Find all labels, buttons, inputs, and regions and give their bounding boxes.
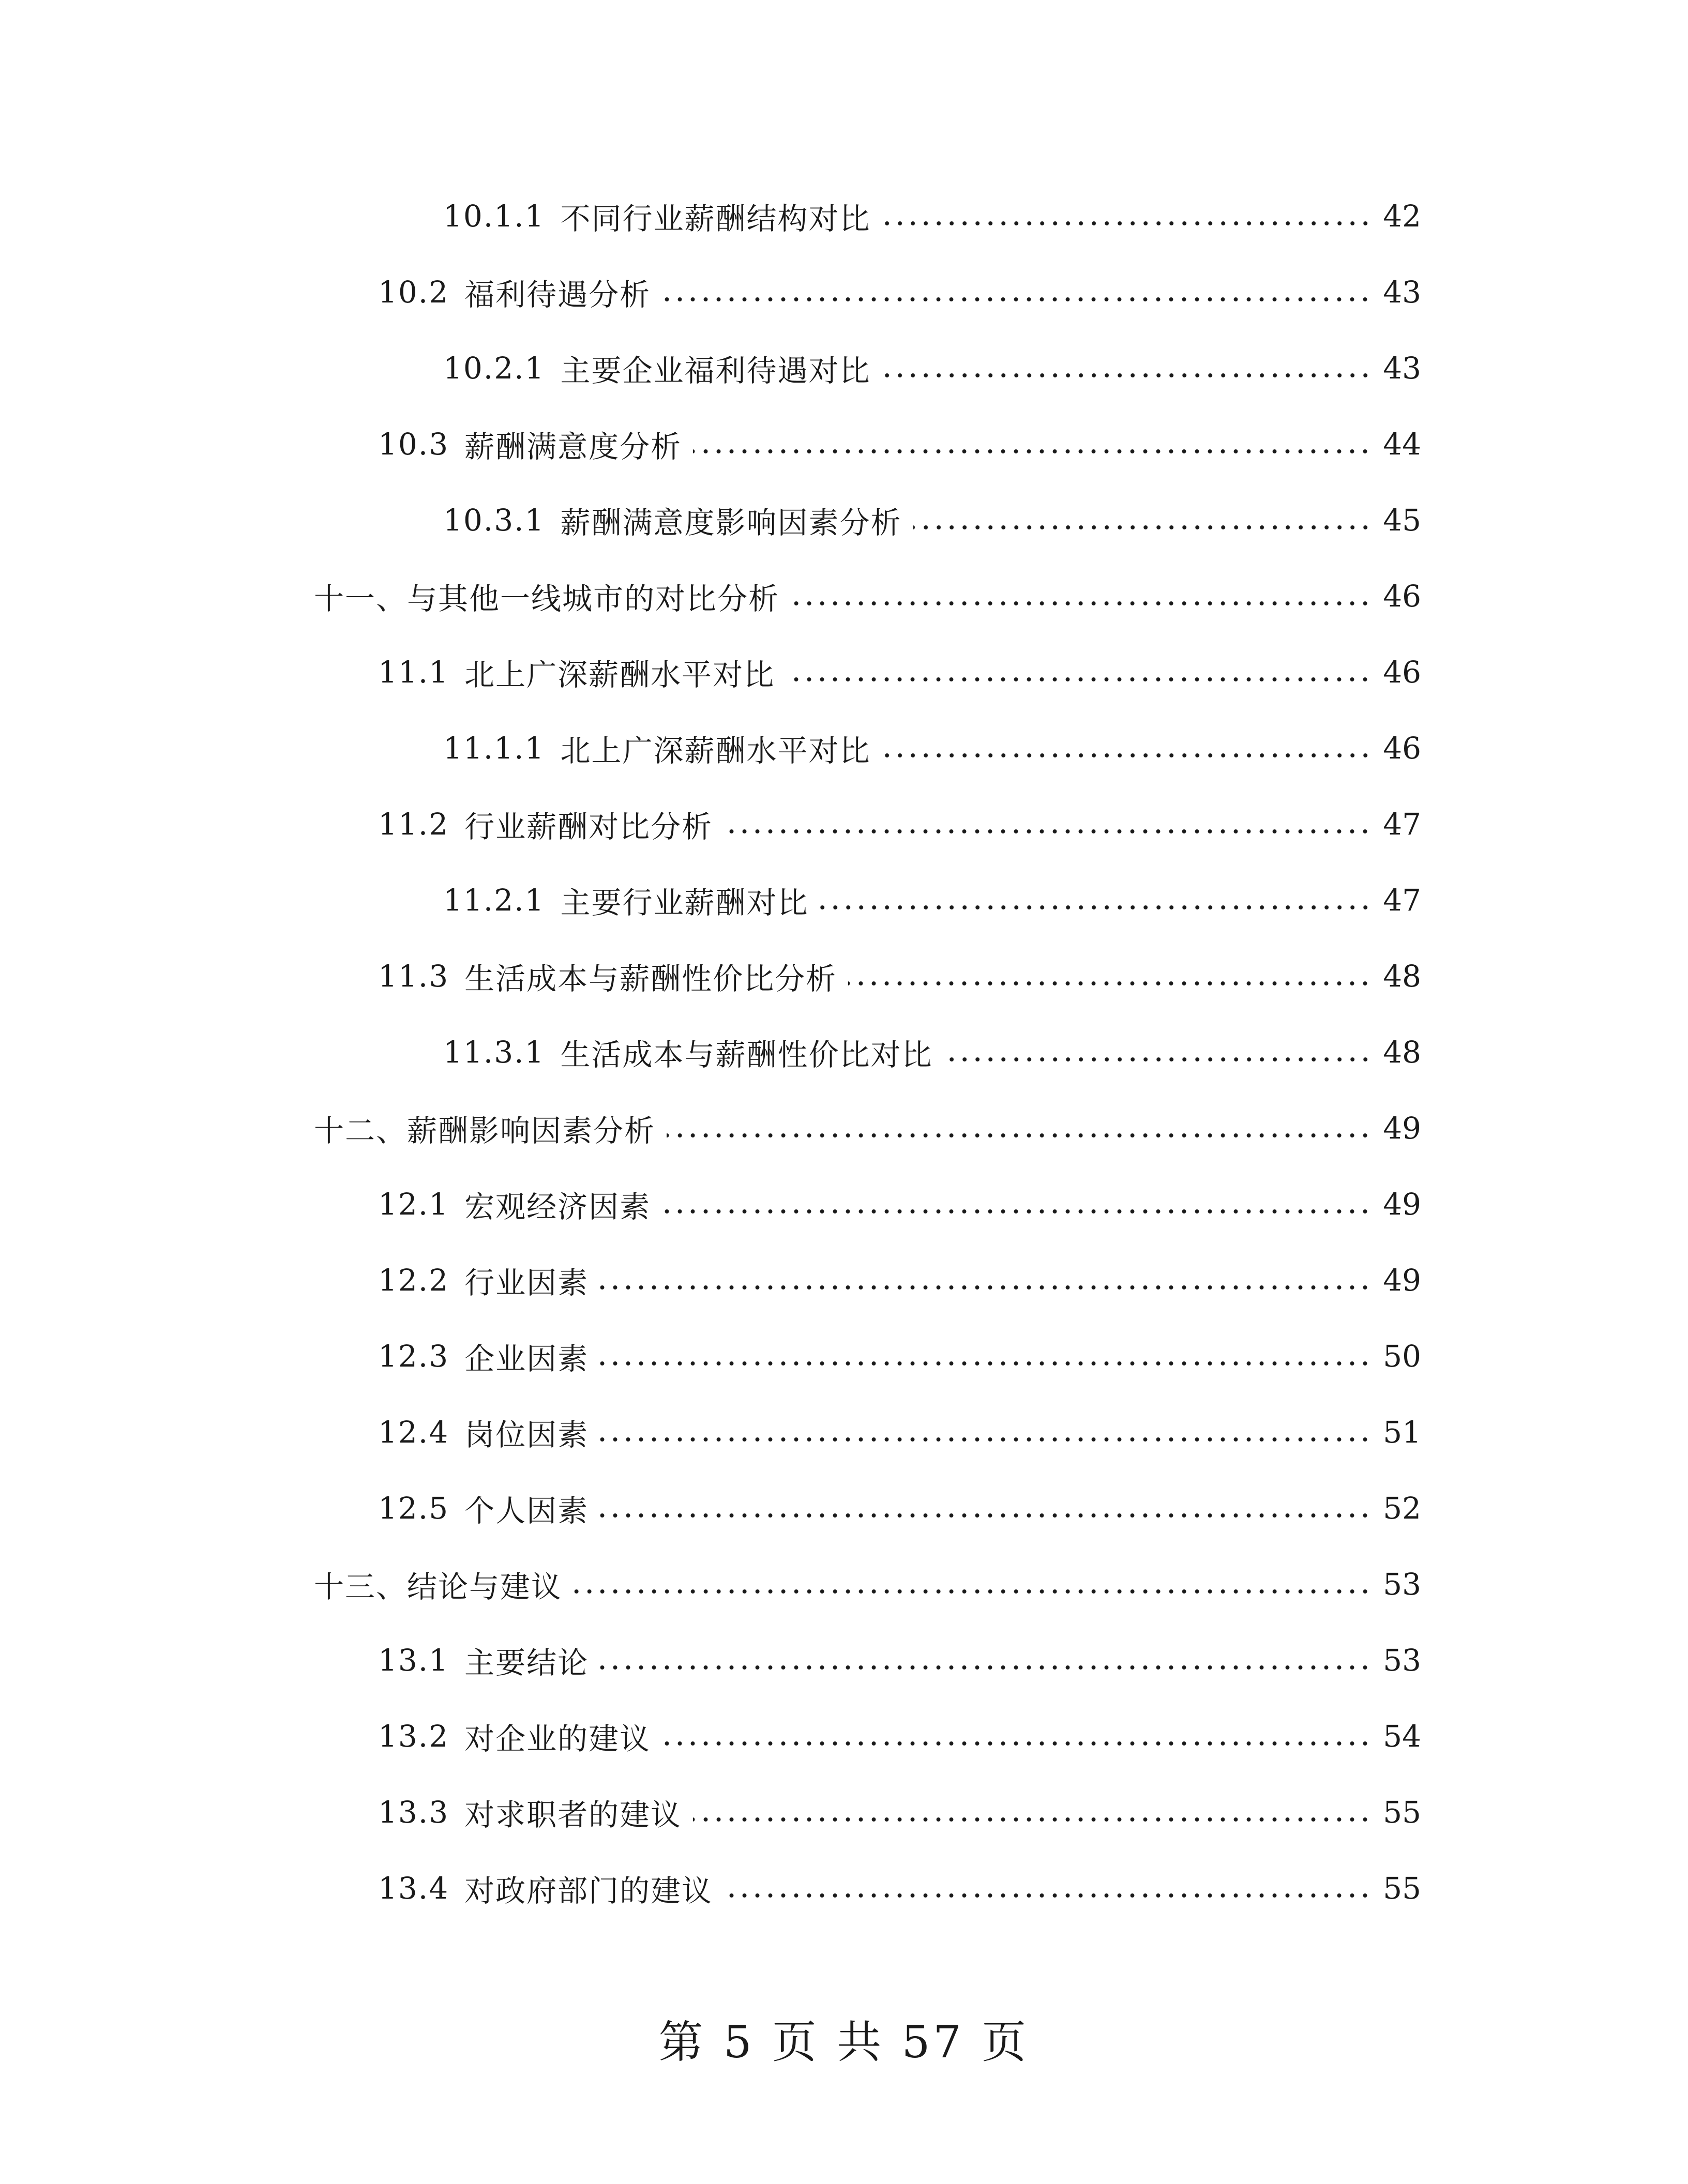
toc-entry-page-number: 47	[1383, 807, 1421, 842]
toc-entry-title: 生活成本与薪酬性价比分析	[464, 961, 837, 996]
toc-entry-10-3[interactable]	[378, 418, 1421, 470]
toc-entry-title: 北上广深薪酬水平对比	[560, 733, 871, 768]
toc-entry-number: 10.2	[378, 275, 449, 310]
toc-entry-title: 个人因素	[464, 1493, 589, 1528]
toc-entry-page-number: 49	[1383, 1263, 1421, 1298]
toc-entry-13-1[interactable]	[378, 1634, 1421, 1686]
toc-entry-title: 结论与建议	[407, 1569, 563, 1604]
toc-entry-page-number: 47	[1383, 883, 1421, 918]
toc-entry-title: 对求职者的建议	[464, 1797, 682, 1832]
toc-entry-title: 主要行业薪酬对比	[560, 885, 809, 920]
toc-entry-title: 行业因素	[464, 1265, 589, 1300]
dot-leader	[574, 1589, 1372, 1594]
toc-entry-number: 十二、	[314, 1113, 408, 1148]
toc-entry-13-4[interactable]	[378, 1862, 1421, 1914]
toc-entry-page-number: 45	[1383, 503, 1421, 538]
toc-entry-12-3[interactable]	[378, 1330, 1421, 1382]
toc-entry-page-number: 49	[1383, 1111, 1421, 1146]
toc-entry-11-2-1[interactable]	[443, 874, 1421, 926]
toc-entry-number: 10.1.1	[443, 199, 545, 234]
toc-entry-number: 12.1	[378, 1187, 449, 1222]
toc-entry-title: 主要结论	[464, 1645, 589, 1680]
dot-leader	[786, 677, 1372, 681]
toc-entry-number: 13.2	[378, 1719, 449, 1754]
toc-entry-number: 11.2	[378, 807, 449, 842]
toc-entry-page-number: 42	[1383, 199, 1421, 234]
toc-entry-number: 11.3.1	[443, 1035, 545, 1070]
toc-entry-page-number: 52	[1383, 1491, 1421, 1526]
dot-leader	[600, 1665, 1372, 1670]
toc-entry-page-number: 55	[1383, 1871, 1421, 1906]
dot-leader	[662, 297, 1372, 301]
toc-entry-page-number: 53	[1383, 1567, 1421, 1602]
toc-entry-number: 十三、	[314, 1569, 408, 1604]
toc-entry-number: 10.2.1	[443, 351, 545, 386]
dot-leader	[693, 449, 1372, 453]
toc-entry-page-number: 43	[1383, 275, 1421, 310]
toc-entry-page-number: 43	[1383, 351, 1421, 386]
toc-entry-number: 10.3	[378, 427, 449, 462]
dot-leader	[820, 905, 1372, 909]
toc-entry-10-2[interactable]	[378, 266, 1421, 318]
toc-entry-10-2-1[interactable]	[443, 342, 1421, 394]
toc-entry-title: 北上广深薪酬水平对比	[464, 657, 775, 692]
toc-entry-11-3-1[interactable]	[443, 1026, 1421, 1078]
toc-entry-page-number: 49	[1383, 1187, 1421, 1222]
toc-entry-title: 行业薪酬对比分析	[464, 809, 713, 844]
toc-entry-page-number: 46	[1383, 731, 1421, 766]
toc-entry-11-1-1[interactable]	[443, 722, 1421, 774]
toc-entry-page-number: 54	[1383, 1719, 1421, 1754]
toc-entry-13-2[interactable]	[378, 1710, 1421, 1762]
toc-entry-title: 不同行业薪酬结构对比	[560, 201, 871, 236]
dot-leader	[600, 1285, 1372, 1290]
dot-leader	[667, 1133, 1372, 1138]
toc-entry-10-3-1[interactable]	[443, 494, 1421, 546]
toc-entry-page-number: 46	[1383, 579, 1421, 614]
toc-entry-number: 13.1	[378, 1643, 449, 1678]
toc-entry-12-5[interactable]	[378, 1482, 1421, 1534]
dot-leader	[882, 221, 1372, 225]
toc-entry-page-number: 55	[1383, 1795, 1421, 1830]
toc-entry-number: 12.2	[378, 1263, 449, 1298]
toc-entry-number: 13.3	[378, 1795, 449, 1830]
dot-leader	[791, 601, 1372, 605]
toc-entry-chapter-11[interactable]	[314, 570, 1421, 622]
dot-leader	[882, 753, 1372, 757]
toc-entry-title: 薪酬满意度影响因素分析	[560, 505, 902, 540]
toc-entry-page-number: 48	[1383, 959, 1421, 994]
toc-entry-page-number: 53	[1383, 1643, 1421, 1678]
toc-entry-chapter-13[interactable]	[314, 1558, 1421, 1610]
toc-entry-number: 12.5	[378, 1491, 449, 1526]
dot-leader	[724, 829, 1372, 833]
toc-entry-title: 与其他一线城市的对比分析	[407, 581, 780, 616]
toc-entry-title: 薪酬影响因素分析	[407, 1113, 656, 1148]
toc-entry-page-number: 50	[1383, 1339, 1421, 1374]
toc-entry-title: 对企业的建议	[464, 1721, 651, 1756]
toc-entry-number: 12.3	[378, 1339, 449, 1374]
toc-entry-12-4[interactable]	[378, 1406, 1421, 1458]
toc-entry-title: 薪酬满意度分析	[464, 429, 682, 464]
toc-entry-page-number: 51	[1383, 1415, 1421, 1450]
toc-entry-page-number: 46	[1383, 655, 1421, 690]
toc-entry-page-number: 48	[1383, 1035, 1421, 1070]
toc-entry-number: 11.1.1	[443, 731, 545, 766]
toc-entry-title: 对政府部门的建议	[464, 1873, 713, 1908]
dot-leader	[662, 1741, 1372, 1746]
toc-entry-11-1[interactable]	[378, 646, 1421, 698]
toc-entry-number: 12.4	[378, 1415, 449, 1450]
toc-entry-13-3[interactable]	[378, 1786, 1421, 1838]
toc-entry-12-2[interactable]	[378, 1254, 1421, 1306]
page-footer: 第 5 页 共 57 页	[658, 2016, 1030, 2068]
dot-leader	[913, 525, 1372, 529]
toc-entry-number: 11.3	[378, 959, 449, 994]
toc-entry-title: 生活成本与薪酬性价比对比	[560, 1037, 933, 1072]
dot-leader	[693, 1817, 1372, 1822]
dot-leader	[600, 1513, 1372, 1518]
toc-entry-11-2[interactable]	[378, 798, 1421, 850]
toc-entry-number: 11.2.1	[443, 883, 545, 918]
toc-entry-number: 10.3.1	[443, 503, 545, 538]
toc-entry-title: 宏观经济因素	[464, 1189, 651, 1224]
toc-entry-title: 福利待遇分析	[464, 277, 651, 312]
dot-leader	[724, 1893, 1372, 1898]
dot-leader	[600, 1437, 1372, 1442]
toc-entry-10-1-1[interactable]	[443, 190, 1421, 242]
dot-leader	[944, 1057, 1372, 1061]
dot-leader	[882, 373, 1372, 377]
toc-entry-number: 11.1	[378, 655, 449, 690]
dot-leader	[600, 1361, 1372, 1366]
toc-entry-number: 十一、	[314, 581, 408, 616]
dot-leader	[662, 1209, 1372, 1214]
toc-entry-page-number: 44	[1383, 427, 1421, 462]
toc-entry-11-3[interactable]	[378, 950, 1421, 1002]
toc-entry-title: 企业因素	[464, 1341, 589, 1376]
toc-entry-title: 岗位因素	[464, 1417, 589, 1452]
toc-entry-number: 13.4	[378, 1871, 449, 1906]
toc-entry-title: 主要企业福利待遇对比	[560, 353, 871, 388]
toc-entry-chapter-12[interactable]	[314, 1102, 1421, 1154]
toc-entry-12-1[interactable]	[378, 1178, 1421, 1230]
dot-leader	[848, 981, 1372, 985]
